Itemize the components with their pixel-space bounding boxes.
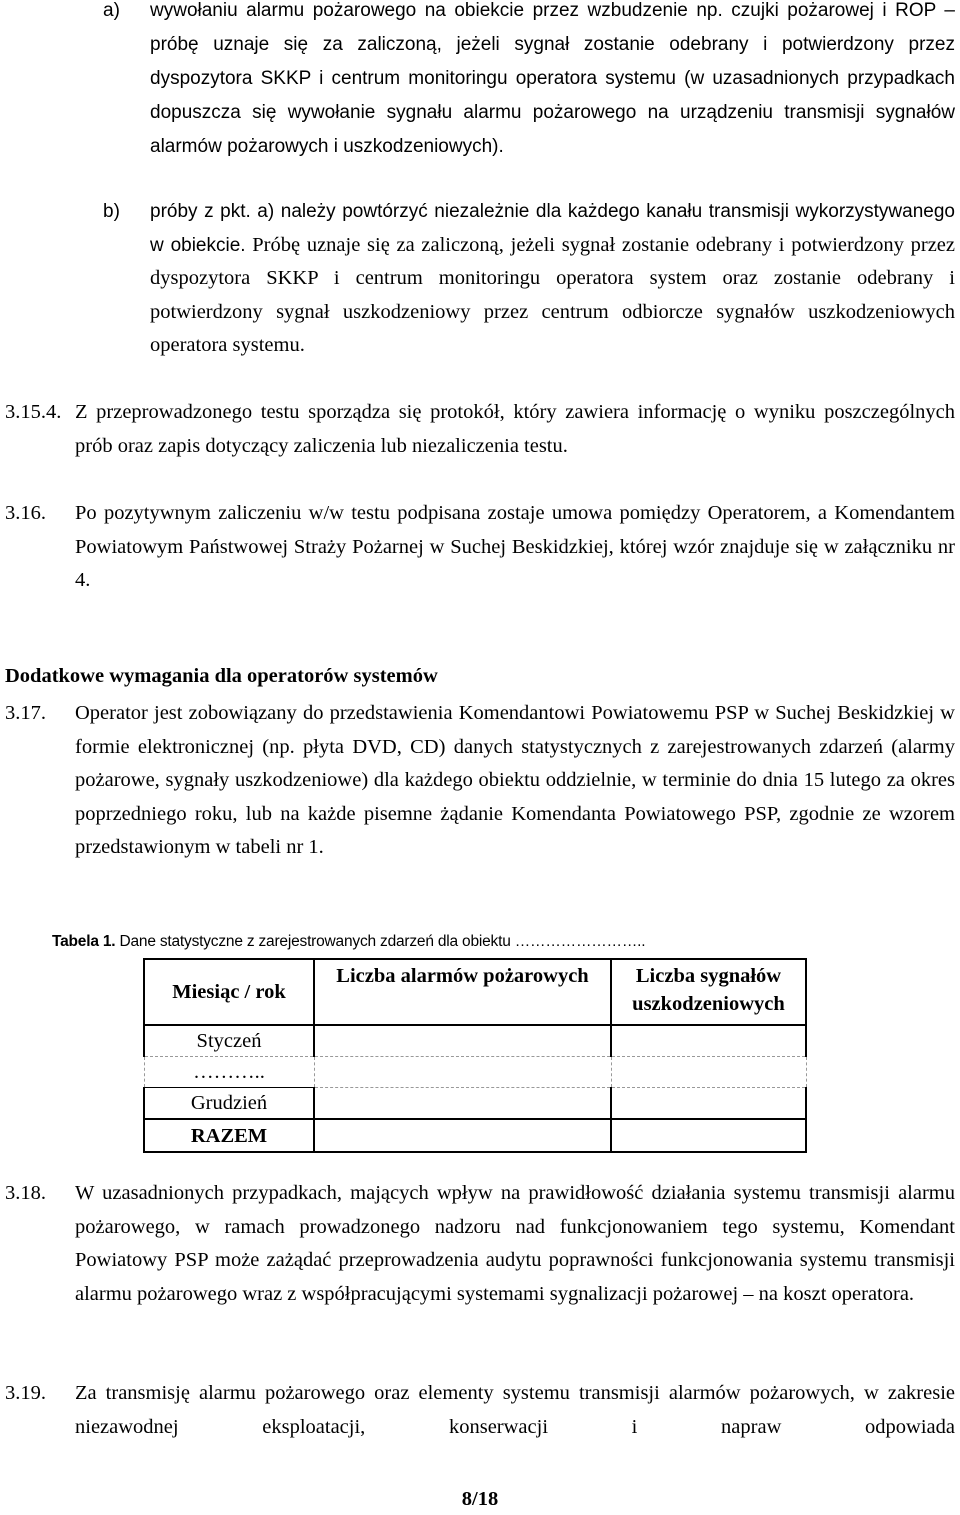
- list-text-a: wywołaniu alarmu pożarowego na obiekcie przez wzbudzenie np. czujki pożarowej i ROP – próbę uznaje się za zaliczoną, jeżeli sygnał zostanie odebrany i potwierdzony przez dyspozytora SKKP i centrum monitoringu operatora systemu (w uzasadnionych przypadkach dopuszcza się wywołanie sygnału alarmu pożarowego na urządzeniu transmisji sygnałów alarmów pożarowych i uszkodzeniowych).: [150, 0, 955, 157]
- paragraph-number: 3.19.: [5, 1382, 46, 1404]
- paragraph-number: 3.17.: [5, 702, 46, 724]
- cell-alarms-total: [314, 1119, 611, 1152]
- cell-faults-total: [611, 1119, 806, 1152]
- list-label-b: b): [103, 201, 120, 222]
- table-row: [144, 1088, 806, 1120]
- list-item-a: [103, 0, 955, 164]
- cell-faults-january: [611, 1025, 806, 1057]
- paragraph-3-17: [5, 697, 955, 865]
- paragraph-number: 3.15.4.: [5, 401, 62, 423]
- table-row-total: [144, 1119, 806, 1152]
- row-label-total: RAZEM: [144, 1119, 314, 1152]
- paragraph-3-19: [5, 1377, 955, 1444]
- cell-alarms-ellipsis: [314, 1057, 611, 1088]
- list-text-b: [150, 195, 955, 363]
- row-label-january: Styczeń: [144, 1025, 314, 1057]
- header-fire-alarms: Liczba alarmów pożarowych: [314, 959, 611, 1025]
- section-heading: Dodatkowe wymagania dla operatorów systemów: [5, 665, 438, 687]
- table-row: [144, 1057, 806, 1088]
- table-caption: [52, 933, 645, 951]
- paragraph-3-16: [5, 497, 955, 598]
- list-text-b-serif: Próbę uznaje się za zaliczoną, jeżeli sygnał zostanie odebrany i potwierdzony przez dyspozytora SKKP i centrum monitoringu operatora system oraz zostanie odebrany i potwierdzony sygnał uszkodzeniowy przez centrum odbiorcze sygnałów uszkodzeniowych operatora systemu.: [150, 233, 955, 356]
- paragraph-text: Z przeprowadzonego testu sporządza się protokół, który zawiera informację o wyniku poszczególnych prób oraz zapis dotyczący zaliczenia lub niezaliczenia testu.: [75, 401, 955, 457]
- paragraph-number: 3.16.: [5, 502, 46, 524]
- paragraph-3-15-4: [5, 396, 955, 463]
- paragraph-3-18: [5, 1177, 955, 1311]
- statistics-table: [143, 958, 807, 1153]
- paragraph-text: Operator jest zobowiązany do przedstawienia Komendantowi Powiatowemu PSP w Suchej Beskidzkiej w formie elektronicznej (np. płyta DVD, CD) danych statystycznych z zarejestrowanych zdarzeń (alarmy pożarowe, sygnały uszkodzeniowe) dla każdego obiektu oddzielnie, w terminie do dnia 15 lutego za okres poprzedniego roku, lub na każde pisemne żądanie Komendanta Powiatowego PSP, zgodnie ze wzorem przedstawionym w tabeli nr 1.: [75, 702, 955, 858]
- header-fault-signals: Liczba sygnałów uszkodzeniowych: [611, 959, 806, 1025]
- cell-faults-december: [611, 1088, 806, 1120]
- table-caption-text: Dane statystyczne z zarejestrowanych zdarzeń dla obiektu ……………………..: [115, 933, 646, 950]
- table-caption-label: Tabela 1.: [52, 933, 116, 950]
- list-item-b: [103, 195, 955, 363]
- paragraph-number: 3.18.: [5, 1182, 46, 1204]
- cell-alarms-january: [314, 1025, 611, 1057]
- paragraph-text: W uzasadnionych przypadkach, mających wpływ na prawidłowość działania systemu transmisji alarmu pożarowego, w ramach prowadzonego nadzoru nad funkcjonowaniem tego systemu, Komendant Powiatowy PSP może zażądać przeprowadzenia audytu poprawności funkcjonowania systemu transmisji alarmu pożarowego wraz z współpracującymi systemami sygnalizacji pożarowej – na koszt operatora.: [75, 1182, 955, 1305]
- paragraph-text: Za transmisję alarmu pożarowego oraz elementy systemu transmisji alarmów pożarowych, w zakresie niezawodnej eksploatacji, konserwacji i napraw odpowiada: [75, 1382, 955, 1438]
- row-label-december: Grudzień: [144, 1088, 314, 1120]
- list-text-b-sans: próby z pkt. a) należy powtórzyć niezależnie dla każdego kanału transmisji wykorzystywanego w obiekcie.: [150, 201, 955, 256]
- row-label-ellipsis: ………..: [144, 1057, 314, 1088]
- paragraph-text: Po pozytywnym zaliczeniu w/w testu podpisana zostaje umowa pomiędzy Operatorem, a Komendantem Powiatowym Państwowej Straży Pożarnej w Suchej Beskidzkiej, której wzór znajduje się w załączniku nr 4.: [75, 502, 955, 591]
- table-row: [144, 1025, 806, 1057]
- table-header-row: [144, 959, 806, 1025]
- list-label-a: a): [103, 0, 120, 21]
- cell-alarms-december: [314, 1088, 611, 1120]
- header-month-year: Miesiąc / rok: [144, 959, 314, 1025]
- cell-faults-ellipsis: [611, 1057, 806, 1088]
- page-number: 8/18: [461, 1488, 499, 1510]
